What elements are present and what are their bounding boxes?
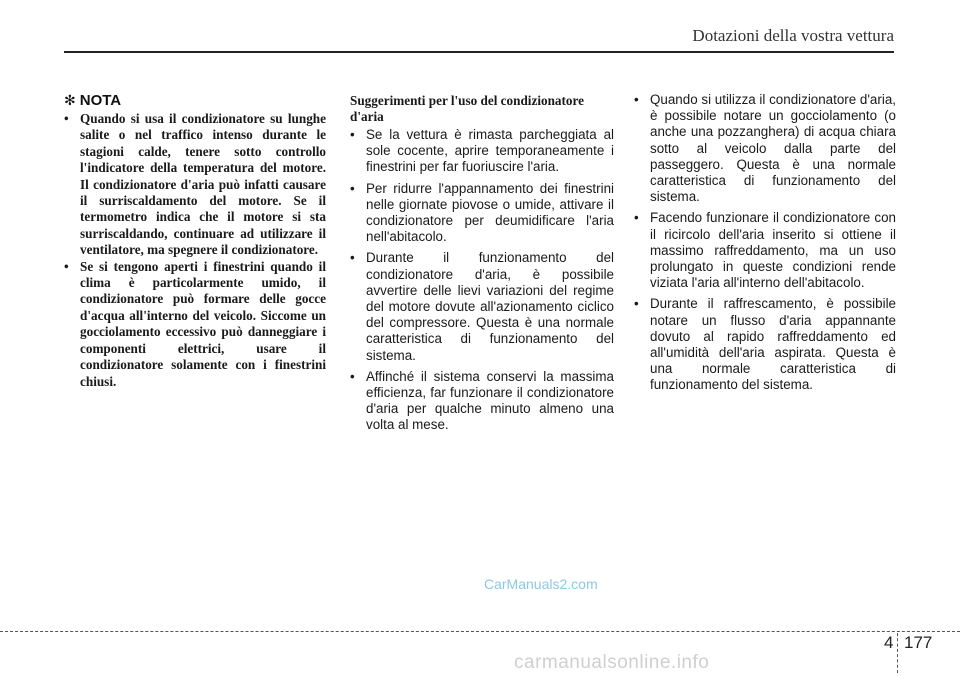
bullet-glyph: • <box>350 180 355 196</box>
tips-continued-list <box>634 92 896 394</box>
tips-list <box>350 127 614 434</box>
note-heading-label: NOTA <box>79 92 122 109</box>
page-header-title: Dotazioni della vostra vettura <box>692 26 894 45</box>
list-item <box>350 127 614 176</box>
note-list <box>64 111 326 390</box>
note-item-text: Se si tengono aperti i finestrini quando il clima è particolarmente umido, il condizionatore può formare delle gocce d'acqua all'interno del veicolo. Siccome un gocciolamento eccessivo può danneggiare i componenti elettrici, usare il condizionatore solamente con i finestrini chiusi. <box>80 258 326 389</box>
footer-rule <box>0 631 960 632</box>
tip-item-text: Durante il funzionamento del condizionatore d'aria, è possibile avvertire delle lievi variazioni del regime del motore dovute all'azionamento ciclico del compressore. Questa è una normale caratteristica di funzionamento del sistema. <box>366 250 614 363</box>
bullet-glyph: • <box>634 296 639 312</box>
list-item <box>350 369 614 434</box>
footer-watermark-logo: carmanualsonline.info <box>514 652 710 673</box>
bullet-glyph: • <box>350 127 355 142</box>
note-column <box>64 92 326 390</box>
tip-item-text: Affinché il sistema conservi la massima efficienza, far funzionare il condizionatore d'aria per qualche minuto almeno una volta al mese. <box>366 368 614 433</box>
tip-item-text: Durante il raffrescamento, è possibile notare un flusso d'aria appannante dovuto al rapido raffreddamento ed all'umidità dell'aria aspirata. Questa è una normale caratteristica di funzionamento del sistema. <box>650 296 896 393</box>
tip-item-text: Quando si utilizza il condizionatore d'aria, è possibile notare un gocciolamento (o anche una pozzanghera) di acqua chiara sotto al veicolo dalla parte del passeggero. Questa è una normale caratteristica di funzionamento del sistema. <box>650 92 896 205</box>
bullet-glyph: • <box>634 210 639 226</box>
bullet-glyph: • <box>350 368 355 384</box>
watermark-link[interactable]: CarManuals2.com <box>484 576 598 592</box>
chapter-number: 4 <box>884 633 894 652</box>
list-item <box>634 92 896 205</box>
list-item <box>64 111 326 259</box>
list-item <box>634 296 896 393</box>
note-heading <box>64 92 326 109</box>
bullet-glyph: • <box>350 250 355 266</box>
bullet-glyph: • <box>64 258 69 274</box>
tips-column <box>350 92 614 439</box>
list-item <box>634 210 896 291</box>
bullet-glyph: • <box>64 111 69 126</box>
list-item <box>350 250 614 363</box>
page-number-separator <box>897 633 898 673</box>
list-item <box>64 259 326 390</box>
note-item-text: Quando si usa il condizionatore su lunghe salite o nel traffico intenso durante le stagioni calde, tenere sotto controllo l'indicatore della temperatura del motore. Il condizionatore d'aria può infatti causare il surriscaldamento del motore. Se il termometro indica che il motore si sta surriscaldando, continuare ad utilizzare il ventilatore, ma spegnere il condizionatore. <box>80 111 326 258</box>
bullet-glyph: • <box>634 92 639 107</box>
page-number: 177 <box>904 633 933 652</box>
tip-item-text: Facendo funzionare il condizionatore con il ricircolo dell'aria inserito si ottiene il massimo raffreddamento, ma un uso prolungato in queste condizioni rende viziata l'aria all'interno dell'abitacolo. <box>650 210 896 291</box>
asterisk-star-icon: ✻ <box>64 92 76 108</box>
header-rule <box>64 51 894 53</box>
tips-heading: Suggerimenti per l'uso del condizionatore d'aria <box>350 93 584 124</box>
tips-continued-column <box>634 92 896 399</box>
tip-item-text: Se la vettura è rimasta parcheggiata al sole cocente, aprire temporaneamente i finestrini per far fuoriuscire l'aria. <box>366 127 614 175</box>
list-item <box>350 181 614 246</box>
tip-item-text: Per ridurre l'appannamento dei finestrini nelle giornate piovose o umide, attivare il condizionatore per deumidificare l'aria nell'abitacolo. <box>366 180 614 245</box>
